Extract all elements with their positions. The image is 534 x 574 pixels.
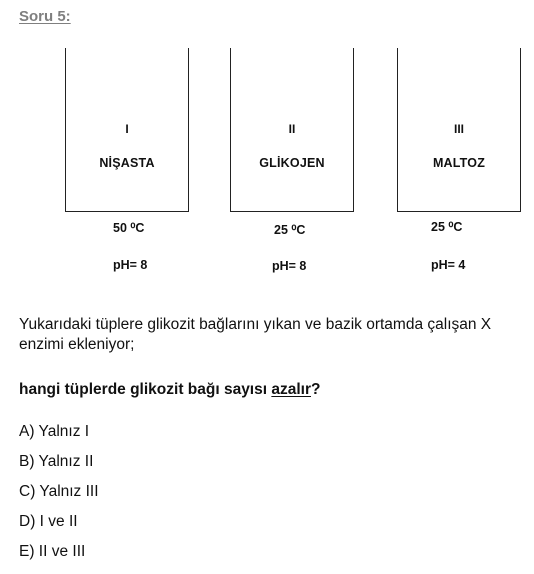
tube-2-numeral: II <box>288 122 296 136</box>
question-prompt-after: ? <box>311 381 321 398</box>
tube-3-numeral: III <box>453 122 464 136</box>
option-e[interactable]: E) II ve III <box>19 543 86 560</box>
question-title: Soru 5: <box>19 8 71 25</box>
tube-1-temperature: 50 ⁰C <box>113 221 145 235</box>
tube-3-name: MALTOZ <box>432 156 486 170</box>
question-prompt-before: hangi tüplerde glikozit bağı sayısı <box>19 381 272 398</box>
question-prompt <box>19 381 320 399</box>
tube-2 <box>230 48 354 212</box>
tube-1-ph: pH= 8 <box>113 258 148 272</box>
option-a[interactable]: A) Yalnız I <box>19 423 90 440</box>
question-paragraph: Yukarıdaki tüplere glikozit bağlarını yıkan ve bazik ortamda çalışan X enzimi ekleniyor; <box>19 316 492 353</box>
option-d[interactable]: D) I ve II <box>19 513 78 530</box>
tube-2-name: GLİKOJEN <box>259 156 325 170</box>
tube-1-numeral: I <box>125 122 129 136</box>
option-b[interactable]: B) Yalnız II <box>19 453 94 470</box>
tube-1 <box>65 48 189 212</box>
option-c[interactable]: C) Yalnız III <box>19 483 99 500</box>
tube-3 <box>397 48 521 212</box>
tube-2-ph: pH= 8 <box>272 259 307 273</box>
tube-3-temperature: 25 ⁰C <box>431 220 463 234</box>
tube-1-name: NİŞASTA <box>99 156 155 170</box>
tube-2-temperature: 25 ⁰C <box>274 223 306 237</box>
tube-3-ph: pH= 4 <box>431 258 466 272</box>
question-prompt-underlined: azalır <box>271 381 311 398</box>
